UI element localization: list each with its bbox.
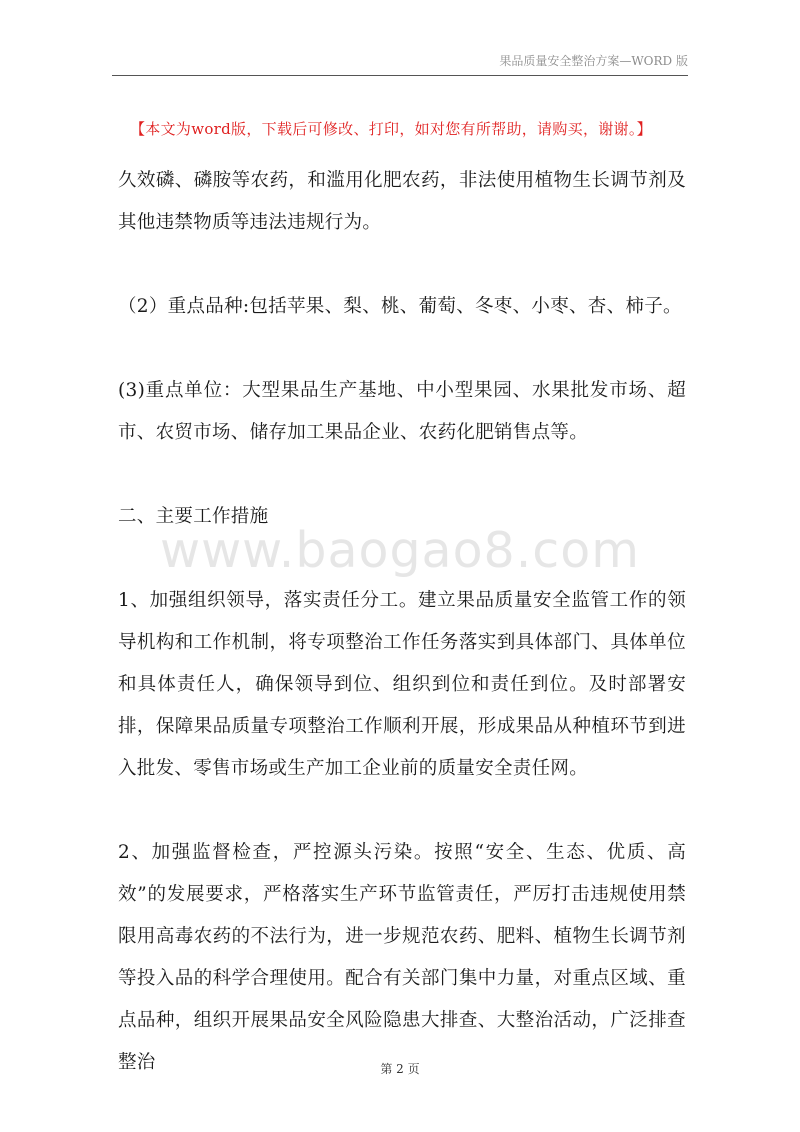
paragraph-4 bbox=[118, 580, 686, 790]
page-number: 第 2 页 bbox=[380, 1062, 420, 1076]
paragraph-5 bbox=[118, 832, 686, 1084]
paragraph-text: (3)重点单位：大型果品生产基地、中小型果园、水果批发市场、超市、农贸市场、储存加工果品企业、农药化肥销售点等。 bbox=[118, 380, 686, 443]
paragraph-1 bbox=[118, 160, 686, 244]
paragraph-text: 久效磷、磷胺等农药，和滥用化肥农药，非法使用植物生长调节剂及其他违禁物质等违法违规行为。 bbox=[118, 170, 686, 233]
paragraph-text: 2、加强监督检查，严控源头污染。按照“安全、生态、优质、高效”的发展要求，严格落实生产环节监管责任，严厉打击违规使用禁限用高毒农药的不法行为，进一步规范农药、肥料、植物生长调节剂等投入品的科学合理使用。配合有关部门集中力量，对重点区域、重点品种，组织开展果品安全风险隐患大排查、大整治活动，广泛排查整治 bbox=[118, 842, 686, 1073]
header-divider bbox=[112, 75, 688, 76]
watermark: www.baogao8.com bbox=[160, 522, 640, 579]
paragraph-3 bbox=[118, 370, 686, 454]
section-heading-text: 二、主要工作措施 bbox=[118, 506, 269, 527]
header-title: 果品质量安全整治方案—WORD 版 bbox=[499, 54, 688, 68]
paragraph-text: （2）重点品种:包括苹果、梨、桃、葡萄、冬枣、小枣、杏、柿子。 bbox=[118, 296, 682, 317]
section-heading bbox=[118, 496, 686, 538]
paragraph-2 bbox=[118, 286, 686, 328]
purchase-notice: 【本文为word版，下载后可修改、打印，如对您有所帮助，请购买，谢谢。】 bbox=[130, 120, 652, 138]
paragraph-text: 1、加强组织领导，落实责任分工。建立果品质量安全监管工作的领导机构和工作机制，将专项整治工作任务落实到具体部门、具体单位和具体责任人，确保领导到位、组织到位和责任到位。及时部署安排，保障果品质量专项整治工作顺利开展，形成果品从种植环节到进入批发、零售市场或生产加工企业前的质量安全责任网。 bbox=[118, 590, 686, 779]
